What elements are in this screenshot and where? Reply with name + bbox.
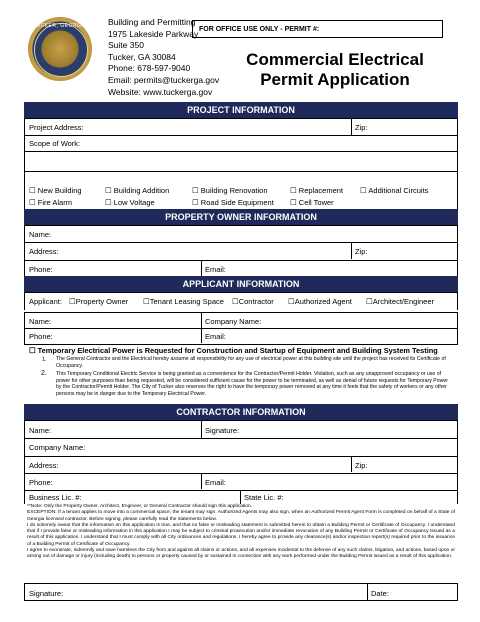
legal-note: **Note: Only the Property Owner, Architect, Engineer, or General Contractor should sign this application. <box>27 504 253 509</box>
address-line: Email: permits@tuckerga.gov <box>108 74 220 85</box>
city-seal-logo <box>28 17 92 81</box>
temp-item-2-text: This Temporary Conditional Electric Service is being granted as a convenience for the Contractor/Permit Holder. Violation, such as any unapproved occupancy or use of power for other purposes than being requested, will be considered sufficient cause for the power to be terminated, as well as denial of future requests for Temporary Power by the Contractor/Permit Holder. The City of Tucker also reserves the right to have the temporary power removed at any time it feels that the safety of workers or any other persons may be in danger due to the Temporary Electrical Power. <box>56 371 448 397</box>
contractor-company-row[interactable] <box>24 439 458 457</box>
contractor-phone-label: Phone: <box>29 478 53 487</box>
legal-statements <box>27 504 455 561</box>
address-line: 1975 Lakeside Parkway <box>108 28 199 39</box>
divider <box>201 474 202 489</box>
office-use-permit-field[interactable]: FOR OFFICE USE ONLY - PERMIT #: <box>192 20 443 38</box>
checkbox-authorized-agent[interactable]: ☐Authorized Agent <box>288 297 352 306</box>
date-label: Date: <box>371 589 389 598</box>
divider <box>351 243 352 259</box>
applicant-email-label: Email: <box>205 332 226 341</box>
checkbox-low-voltage[interactable]: ☐ Low Voltage <box>105 198 155 207</box>
owner-section-header: PROPERTY OWNER INFORMATION <box>24 209 458 225</box>
applicant-company-label: Company Name: <box>205 317 262 326</box>
legal-swear: I do solemnly swear that the information on this application is true, and that no false or misleading statement is submitted herein to obtain a Building Permit or Certificate of Occupancy. I understand that if I provide false or misleading information in this application I may be subject to criminal prosecution and/or immediate revocation of any Building Permit or Certificate of Occupancy issued as a result of this application. I understand that I must comply with all City ordinances and regulations. I hereby agree to provide any clearance(s) and/or inspection report(s) required prior to the issuance of a Building Permit of Certificate of Occupancy. <box>27 522 455 547</box>
checkbox-replacement[interactable]: ☐ Replacement <box>290 186 343 195</box>
applicant-name-label: Name: <box>29 317 52 326</box>
temp-item-1-text: The General Contractor and the Electrical hereby assume all responsibility for any use of electrical power at this building site until the project has received its Certificate of Occupancy. <box>56 356 446 369</box>
checkbox-road-side-equipment[interactable]: ☐ Road Side Equipment <box>192 198 274 207</box>
applicant-type-label: Applicant: <box>29 297 62 306</box>
legal-agree: I agree to exonerate, indemnify and save harmless the City from and against all claims or actions, and all expenses incidental to the defense of any such claims, litigation, and actions, based upon or arising out of damage or injury (including death) to persons or property caused by or sustained in connection with any work performed under the Building Permit issued as a result of this application. <box>27 548 455 560</box>
checkbox-building-renovation[interactable]: ☐ Building Renovation <box>192 186 268 195</box>
title-line: Commercial Electrical <box>246 50 424 69</box>
temporary-power-checkbox[interactable]: ☐ Temporary Electrical Power is Requested for Construction and Startup of Equipment and Building System Testing <box>29 346 438 355</box>
contractor-company-label: Company Name: <box>29 443 86 452</box>
contractor-zip-label: Zip: <box>355 461 368 470</box>
owner-zip-label: Zip: <box>355 247 368 256</box>
title-line: Permit Application <box>260 70 410 89</box>
address-line: Suite 350 <box>108 40 144 51</box>
applicant-section-header: APPLICANT INFORMATION <box>24 276 458 292</box>
project-address-row[interactable] <box>24 118 458 136</box>
signature-date-row[interactable] <box>24 583 458 601</box>
owner-email-label: Email: <box>205 265 226 274</box>
checkbox-cell-tower[interactable]: ☐ Cell Tower <box>290 198 334 207</box>
checkbox-architect-engineer[interactable]: ☐Architect/Engineer <box>366 297 435 306</box>
address-line: Tucker, GA 30084 <box>108 51 176 62</box>
legal-exception: EXCEPTION: If a tenant applies to move into a commercial space, the tenant may sign. Authorized Agents may also sign, when an Authorized Permit Agent Form is completed on behalf of a State of Georgia licensed contractor. Before signing, please carefully read the statements below. <box>27 510 455 522</box>
address-line: Phone: 678-597-9040 <box>108 63 191 74</box>
scope-label: Scope of Work: <box>29 139 81 148</box>
contractor-address-label: Address: <box>29 461 59 470</box>
state-license-label: State Lic. #: <box>244 493 284 502</box>
applicant-name-row[interactable] <box>24 312 458 329</box>
contractor-email-label: Email: <box>205 478 226 487</box>
contractor-signature-label: Signature: <box>205 426 240 435</box>
divider <box>201 313 202 328</box>
owner-phone-label: Phone: <box>29 265 53 274</box>
owner-name-label: Name: <box>29 230 52 239</box>
address-line: Website: www.tuckerga.gov <box>108 86 213 97</box>
checkbox-additional-circuits[interactable]: ☐ Additional Circuits <box>360 186 429 195</box>
applicant-phone-label: Phone: <box>29 332 53 341</box>
temp-item-2-number: 2. <box>41 370 47 377</box>
checkbox-new-building[interactable]: ☐ New Building <box>29 186 82 195</box>
applicant-type-row <box>24 292 458 310</box>
contractor-address-row[interactable] <box>24 457 458 474</box>
form-title <box>210 50 460 90</box>
contractor-name-label: Name: <box>29 426 52 435</box>
owner-address-row[interactable] <box>24 243 458 261</box>
divider <box>201 421 202 438</box>
checkbox-property-owner[interactable]: ☐Property Owner <box>69 297 129 306</box>
project-address-label: Project Address: <box>29 123 84 132</box>
work-type-checkboxes <box>24 184 458 210</box>
divider <box>351 457 352 472</box>
checkbox-fire-alarm[interactable]: ☐ Fire Alarm <box>29 198 72 207</box>
address-line: Building and Permitting <box>108 17 196 27</box>
business-license-label: Business Lic. #: <box>29 493 82 502</box>
owner-address-label: Address: <box>29 247 59 256</box>
scope-of-work-row-2[interactable] <box>24 152 458 172</box>
contractor-contact-row[interactable] <box>24 474 458 491</box>
divider <box>367 584 368 600</box>
divider <box>240 491 241 504</box>
contractor-section-header: CONTRACTOR INFORMATION <box>24 404 458 420</box>
blank-row <box>24 172 458 184</box>
checkbox-tenant-leasing-space[interactable]: ☐Tenant Leasing Space <box>143 297 224 306</box>
checkbox-building-addition[interactable]: ☐ Building Addition <box>105 186 170 195</box>
zip-label: Zip: <box>355 123 368 132</box>
divider <box>351 119 352 135</box>
signature-label: Signature: <box>29 589 64 598</box>
contractor-name-row[interactable] <box>24 420 458 439</box>
divider <box>201 329 202 343</box>
applicant-contact-row[interactable] <box>24 329 458 345</box>
checkbox-contractor[interactable]: ☐Contractor <box>232 297 274 306</box>
divider <box>201 261 202 276</box>
owner-name-row[interactable] <box>24 225 458 243</box>
scope-of-work-row[interactable] <box>24 136 458 152</box>
project-section-header: PROJECT INFORMATION <box>24 102 458 118</box>
seal-text: TUCKER, GEORGIA <box>32 23 88 29</box>
temp-item-1-number: 1. <box>42 357 47 363</box>
contractor-license-row[interactable] <box>24 491 458 504</box>
seal-ring <box>34 23 88 77</box>
